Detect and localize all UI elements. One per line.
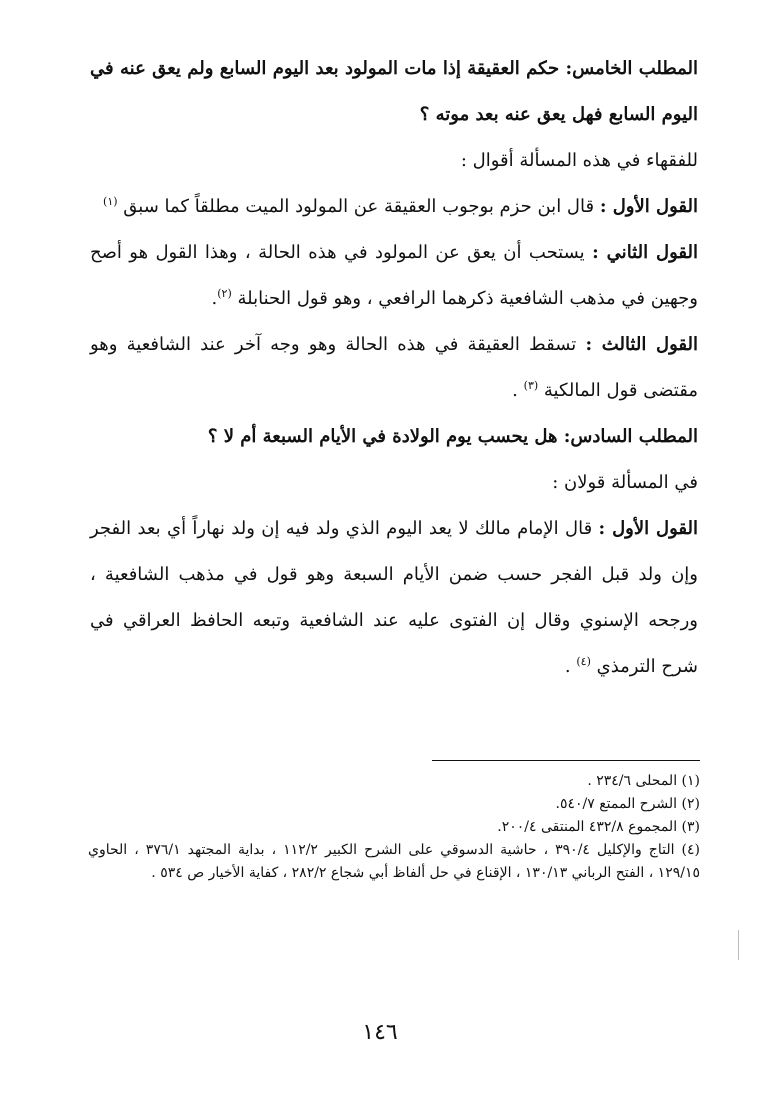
section5-opinion1	[90, 184, 698, 230]
sentence-end: .	[211, 288, 218, 309]
scan-edge-mark	[738, 930, 739, 960]
page-number: ١٤٦	[362, 1020, 398, 1045]
opinion-label: القول الأول :	[599, 196, 698, 217]
opinion-label: القول الأول :	[598, 518, 698, 539]
opinion-text: قال ابن حزم بوجوب العقيقة عن المولود الميت مطلقاً كما سبق	[123, 196, 595, 217]
section5-intro: للفقهاء في هذه المسألة أقوال :	[460, 150, 698, 171]
footnote-separator	[432, 760, 700, 761]
footnote-3: (٣) المجموع ٤٣٢/٨ المنتقى ٢٠٠/٤.	[497, 819, 700, 835]
sentence-end: .	[512, 380, 518, 401]
section6-opinion1	[90, 506, 698, 690]
footnote-ref: (٣)	[523, 379, 539, 392]
opinion-label: القول الثالث :	[585, 334, 698, 355]
section6-intro: في المسألة قولان :	[552, 472, 698, 493]
footnote-ref: (٢)	[217, 287, 232, 300]
footnote-4: (٤) التاج والإكليل ٣٩٠/٤ ، حاشية الدسوقي على الشرح الكبير ١١٢/٢ ، بداية المجتهد ٣٧٦/١ ، الحاوي ١٢٩/١٥ ، الفتح الرباني ١٣٠/١٣ ، الإقناع في حل ألفاظ أبي شجاع ٢٨٢/٢ ، كفاية الأخيار ص ٥٣٤ .	[88, 842, 700, 881]
opinion-label: القول الثاني :	[592, 242, 698, 263]
opinion-text: تسقط العقيقة في هذه الحالة وهو وجه آخر عند الشافعية وهو مقتضى قول المالكية	[90, 334, 698, 401]
section5-opinion2	[90, 230, 698, 322]
footnote-ref: (٤)	[576, 655, 591, 668]
sentence-end: .	[564, 656, 571, 677]
footnote-ref: (١)	[103, 195, 118, 208]
footnote-2: (٢) الشرح الممتع ٥٤٠/٧.	[555, 796, 700, 812]
section5-opinion3	[90, 322, 698, 414]
section5-heading: المطلب الخامس: حكم العقيقة إذا مات المولود بعد اليوم السابع ولم يعق عنه في اليوم السابع فهل يعق عنه بعد موته ؟	[90, 58, 698, 125]
main-text-block	[90, 46, 698, 690]
footnotes-block	[88, 770, 700, 885]
footnote-1: (١) المحلى ٢٣٤/٦ .	[587, 773, 700, 789]
opinion-text: يستحب أن يعق عن المولود في هذه الحالة ، وهذا القول هو أصح وجهين في مذهب الشافعية ذكرهما الرافعي ، وهو قول الحنابلة	[90, 242, 698, 309]
section6-heading: المطلب السادس: هل يحسب يوم الولادة في الأيام السبعة أم لا ؟	[207, 426, 698, 447]
opinion-text: قال الإمام مالك لا يعد اليوم الذي ولد فيه إن ولد نهاراً أي بعد الفجر وإن ولد قبل الفجر حسب ضمن الأيام السبعة وهو قول في مذهب الشافعية ، ورجحه الإسنوي وقال إن الفتوى عليه عند الشافعية وتبعه الحافظ العراقي في شرح الترمذي	[90, 518, 698, 677]
